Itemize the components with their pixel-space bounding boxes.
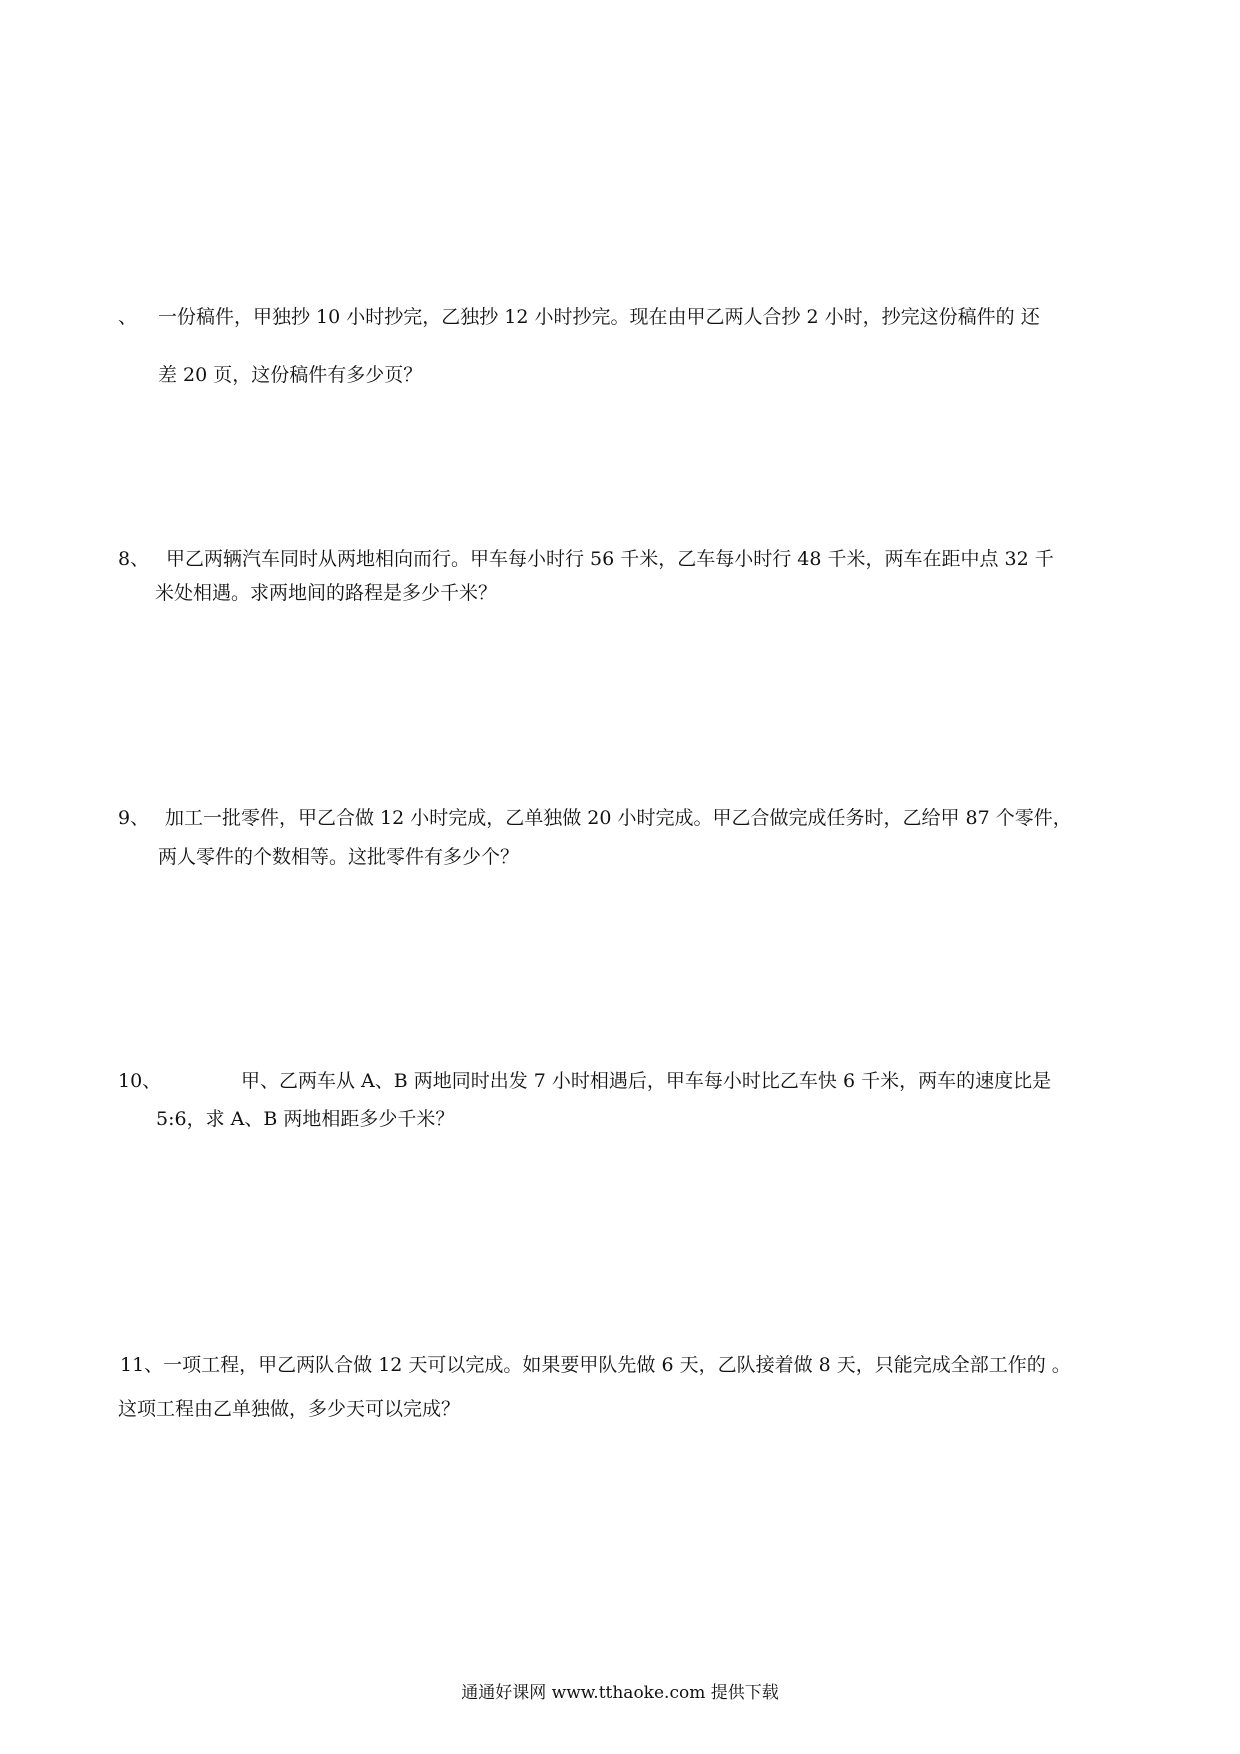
problem-text: 甲、乙两车从 A、B 两地同时出发 7 小时相遇后，甲车每小时比乙车快 6 千米，两车的速度比是 (241, 1070, 1052, 1092)
problem-line (118, 548, 1128, 572)
problem-text-continuation: 差 20 页，这份稿件有多少页？ (158, 364, 423, 386)
problem-text-continuation: 这项工程由乙单独做，多少天可以完成？ (118, 1398, 461, 1420)
problem-text: 加工一批零件，甲乙合做 12 小时完成，乙单独做 20 小时完成。甲乙合做完成任务时，乙给甲 87 个零件， (165, 807, 1072, 829)
problem-text: 甲乙两辆汽车同时从两地相向而行。甲车每小时行 56 千米，乙车每小时行 48 千米，两车在距中点 32 千 (166, 548, 1054, 570)
problem-10 (118, 1070, 1128, 1132)
problem-9 (118, 807, 1128, 870)
problem-number: 10、 (118, 1070, 162, 1092)
problem-line (118, 1108, 1128, 1132)
problem-line (118, 306, 1128, 330)
problem-line (118, 582, 1128, 606)
problem-line (118, 807, 1128, 831)
problem-number: 9、 (118, 807, 150, 829)
problem-line (118, 1070, 1128, 1094)
problem-line (120, 1354, 1130, 1378)
problem-number: 、 (118, 306, 138, 328)
problem-number: 8、 (118, 548, 150, 570)
problem-text-continuation: 米处相遇。求两地间的路程是多少千米？ (155, 582, 498, 604)
problem-line (120, 1398, 1130, 1422)
problem-7 (118, 306, 1128, 388)
problem-text: 一份稿件，甲独抄 10 小时抄完，乙独抄 12 小时抄完。现在由甲乙两人合抄 2 小时，抄完这份稿件的 还 (158, 306, 1040, 328)
problem-text: 11、一项工程，甲乙两队合做 12 天可以完成。如果要甲队先做 6 天，乙队接着做 8 天，只能完成全部工作的 。 (120, 1354, 1071, 1376)
problem-text-continuation: 5:6，求 A、B 两地相距多少千米？ (156, 1108, 455, 1130)
problem-text-continuation: 两人零件的个数相等。这批零件有多少个？ (158, 846, 520, 868)
problem-11 (120, 1354, 1130, 1422)
page-footer: 通通好课网 www.tthaoke.com 提供下载 (461, 1683, 779, 1703)
problem-8 (118, 548, 1128, 606)
problem-line (118, 364, 1128, 388)
problem-line (118, 846, 1128, 870)
